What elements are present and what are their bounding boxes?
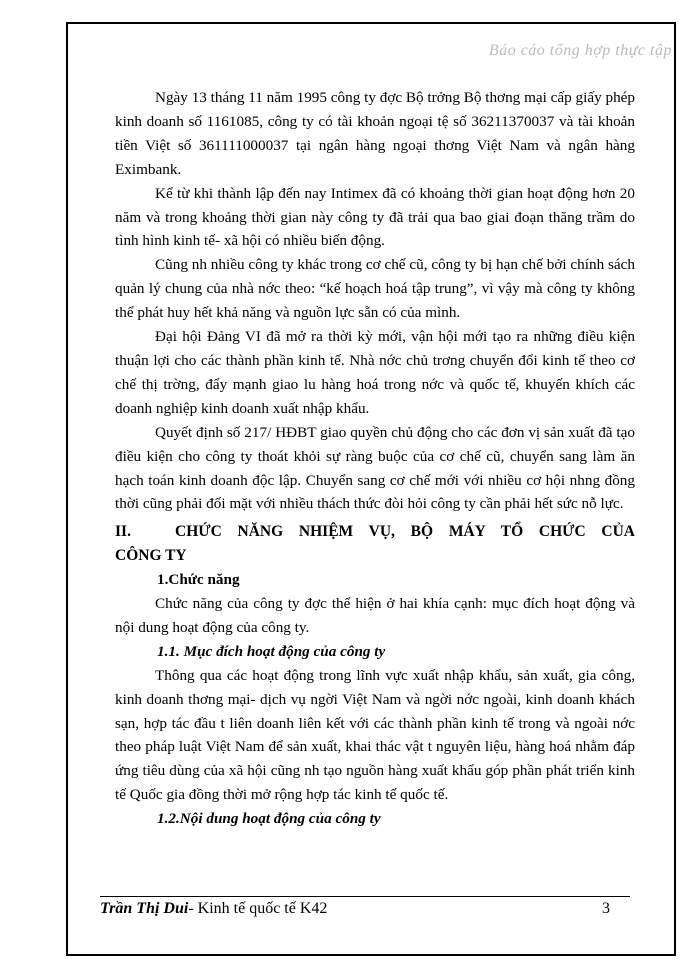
paragraph: Cũng nh nhiều công ty khác trong cơ chế cũ, công ty bị hạn chế bởi chính sách quản lý chung của nhà nớc theo: “kế hoạch hoá tập trung”, vì vậy mà công ty không thể phát huy hết khả năng và nguồn lực sẵn có của mình. [115,256,635,322]
paragraph: Thông qua các hoạt động trong lĩnh vực xuất nhập khẩu, sản xuất, gia công, kinh doanh thơng mại- dịch vụ ngời Việt Nam và ngời nớc ngoài, kinh doanh khách sạn, hợp tác đầu t liên doanh liên kết với các thành phần kinh tế trong và ngoài nớc theo pháp luật Việt Nam để sản xuất, khai thác vật t nguyên liệu, hàng hoá nhằm đáp ứng tiêu dùng của xã hội cũng nh tạo nguồn hàng xuất khẩu góp phần phát triển kinh tế Quốc gia đồng thời mở rộng hợp tác kinh tế quốc tế. [115,666,635,804]
section-number: II. [115,523,131,541]
section-title-line1: CHỨC NĂNG NHIỆM VỤ, BỘ MÁY TỔ CHỨC CỦA [175,523,635,541]
paragraph: Kể từ khi thành lập đến nay Intimex đã có khoảng thời gian hoạt động hơn 20 năm và trong khoảng thời gian này công ty đã trải qua bao giai đoạn thăng trầm do tình hình kinh tế- xã hội có nhiều biến động. [115,184,635,250]
footer-author: Trần Thị Dui [100,900,189,917]
running-header: Báo cáo tổng hợp thực tập [488,42,672,59]
paragraph: Đại hội Đảng VI đã mở ra thời kỳ mới, vận hội mới tạo ra những điều kiện thuận lợi cho các thành phần kinh tế. Nhà nớc chủ trơng chuyển đổi kinh tế theo cơ chế thị trờng, đẩy mạnh giao lu hàng hoá trong nớc và quốc tế, khuyến khích các doanh nghiệp kinh doanh xuất nhập khẩu. [115,328,635,417]
document-body [115,86,635,831]
subheading-noi-dung: 1.2.Nội dung hoạt động của công ty [157,810,381,828]
page-number: 3 [602,900,610,917]
footer-rule [100,896,630,897]
section-title-line2: CÔNG TY [115,547,187,565]
section-heading [115,520,635,568]
subheading-muc-dich: 1.1. Mục đích hoạt động của công ty [157,642,386,660]
paragraph: Quyết định số 217/ HĐBT giao quyền chủ động cho các đơn vị sản xuất đã tạo điều kiện cho công ty thoát khỏi sự ràng buộc của cơ chế cũ, chuyển sang làm ăn hạch toán kinh doanh độc lập. Chuyển sang cơ chế mới với nhiều cơ hội nhng đồng thời cũng phải đối mặt với nhiều thách thức đòi hỏi công ty cần phải hết sức nỗ lực. [115,423,635,513]
paragraph: Chức năng của công ty đợc thể hiện ở hai khía cạnh: mục đích hoạt động và nội dung hoạt động của công ty. [115,595,635,636]
subheading-chuc-nang: 1.Chức năng [157,571,240,589]
footer-course: - Kinh tế quốc tế K42 [188,900,328,917]
paragraph: Ngày 13 tháng 11 năm 1995 công ty đợc Bộ trởng Bộ thơng mại cấp giấy phép kinh doanh số 1161085, công ty có tài khoản ngoại tệ số 36211370037 và tài khoản tiền Việt số 361111000037 tại ngân hàng ngoại thơng Việt Nam và ngân hàng Eximbank. [115,89,635,178]
footer [100,900,620,918]
